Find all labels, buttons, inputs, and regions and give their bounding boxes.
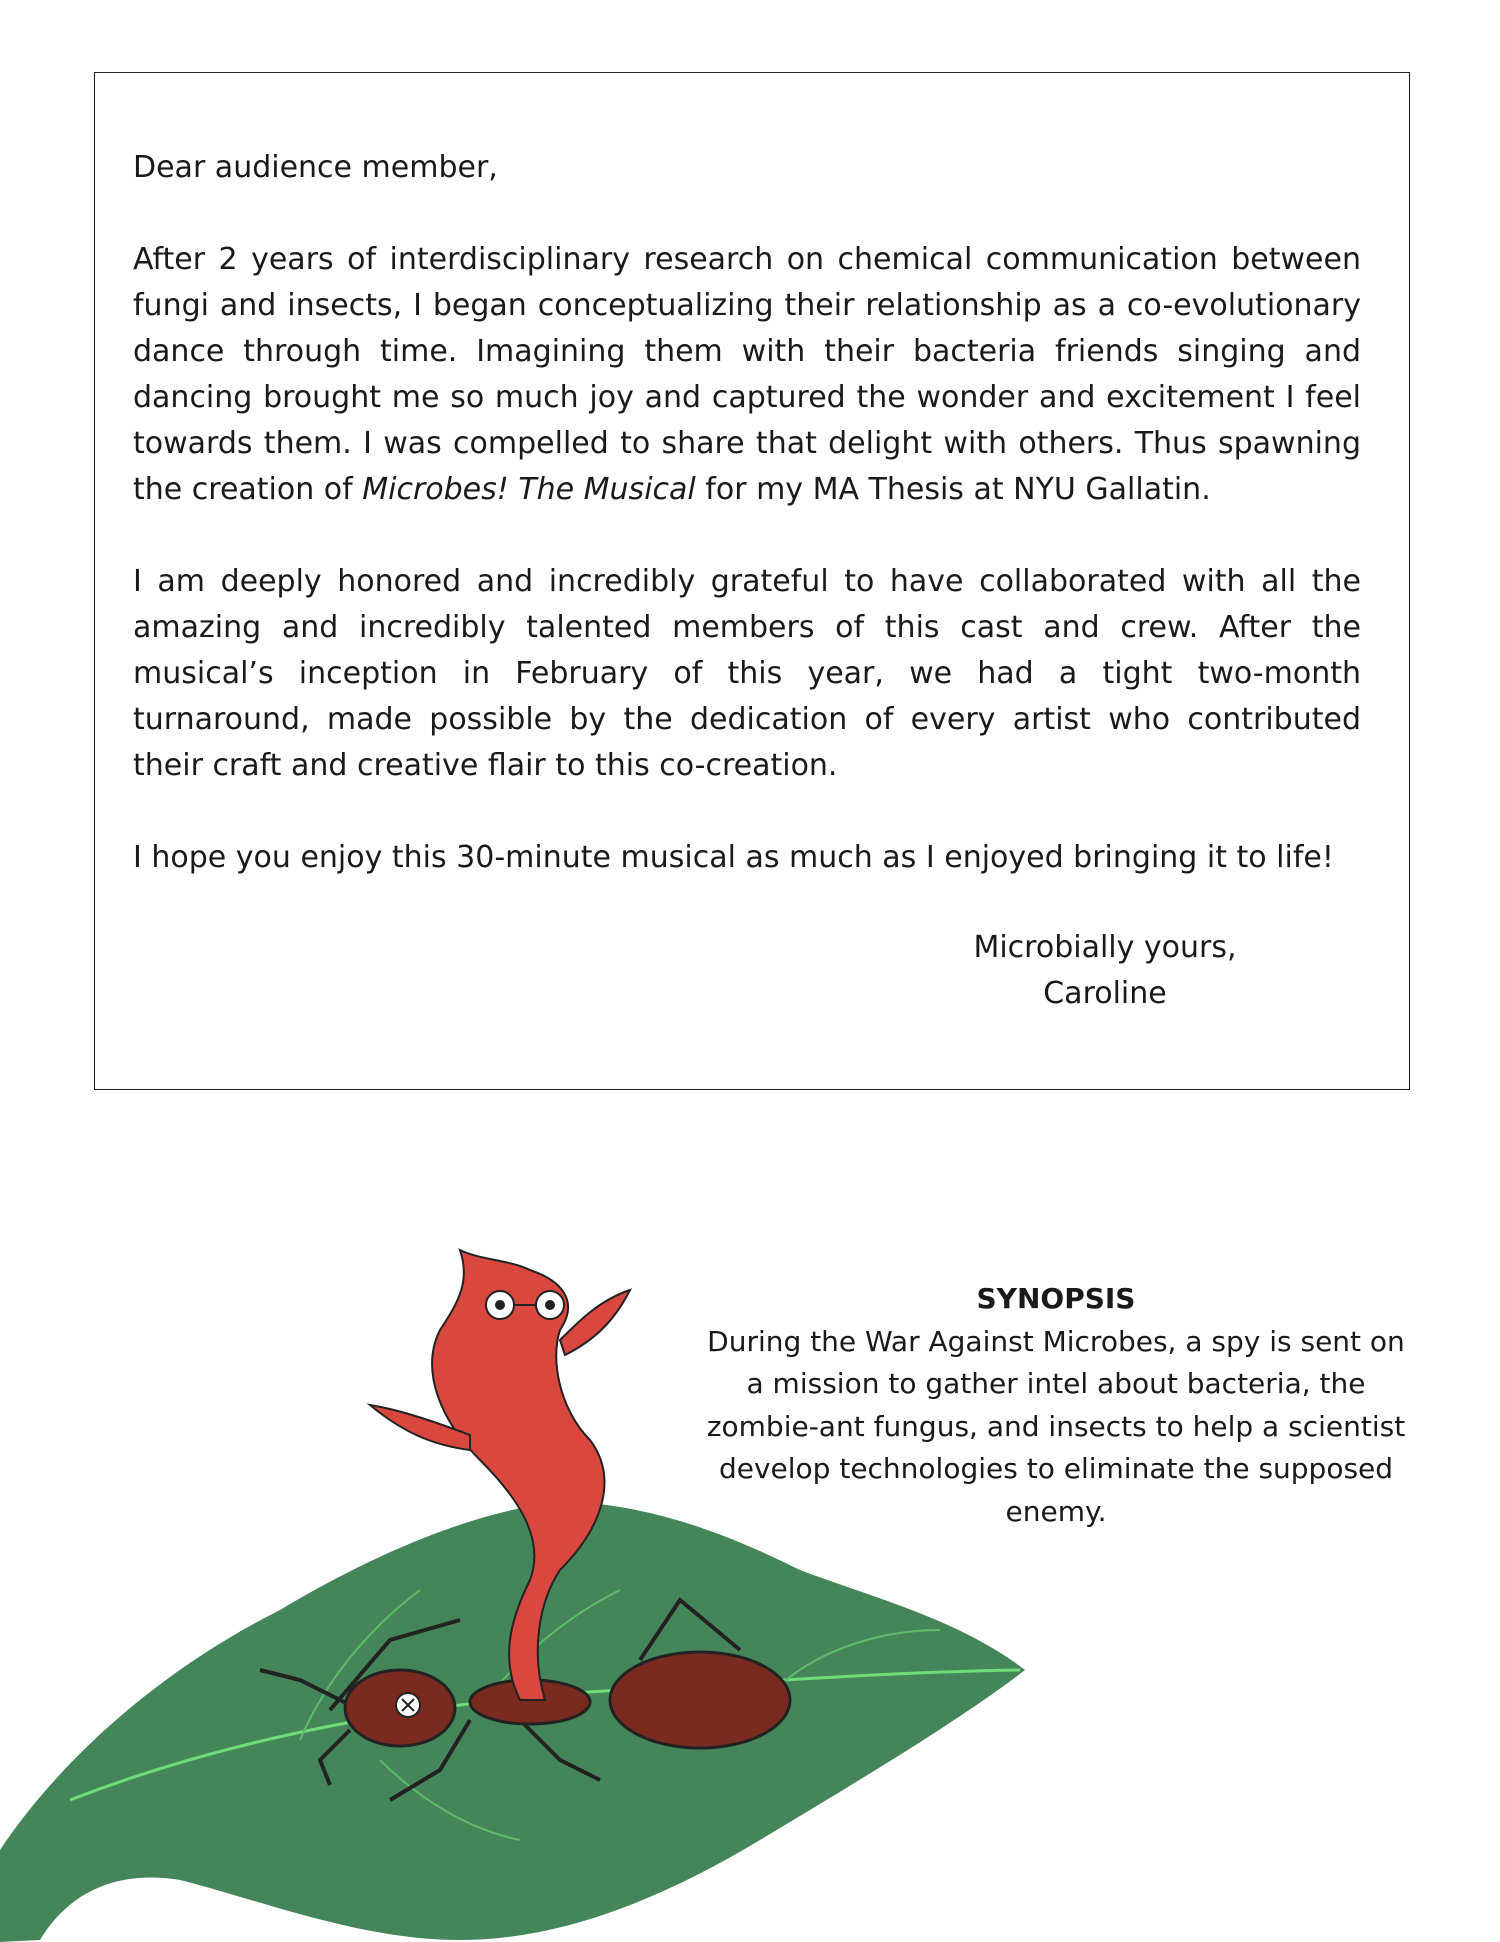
signoff-line: Microbially yours, xyxy=(973,930,1237,965)
letter-signoff xyxy=(945,925,1265,1017)
letter-greeting: Dear audience member, xyxy=(133,150,498,185)
synopsis-title: SYNOPSIS xyxy=(976,1282,1136,1315)
synopsis-text: During the War Against Microbes, a spy is sent on a mission to gather intel about bacteria, the zombie-ant fungus, and insects to help a scientist develop technologies to eliminate the supposed enemy. xyxy=(706,1324,1406,1528)
letter-box xyxy=(94,72,1410,1090)
letter-paragraph-3: I hope you enjoy this 30-minute musical as much as I enjoyed bringing it to life! xyxy=(133,840,1334,875)
ant-fungus-illustration xyxy=(0,1240,1100,1942)
letter-p1-end: for my MA Thesis at NYU Gallatin. xyxy=(695,472,1211,507)
musical-title: Microbes! The Musical xyxy=(362,472,696,507)
letter-paragraph-1 xyxy=(133,237,1361,513)
letter-paragraph-2: I am deeply honored and incredibly grateful to have collaborated with all the amazing and incredibly talented members of this cast and crew. After the musical’s inception in February of this year, we had a tight two-month turnaround, made possible by the dedication of every artist who contributed their craft and creative flair to this co-creation. xyxy=(133,564,1361,783)
letter-p1-start: After 2 years of interdisciplinary research on chemical communication between fungi and insects, I began conceptualizing their relationship as a co-evolutionary dance through time. Imagining them with their bacteria friends singing and dancing brought me so much joy and captured the wonder and excitement I feel towards them. I was compelled to share that delight with others. Thus spawning the creation of xyxy=(133,242,1361,507)
signature: Caroline xyxy=(1043,976,1167,1011)
letter-body xyxy=(133,145,1361,927)
